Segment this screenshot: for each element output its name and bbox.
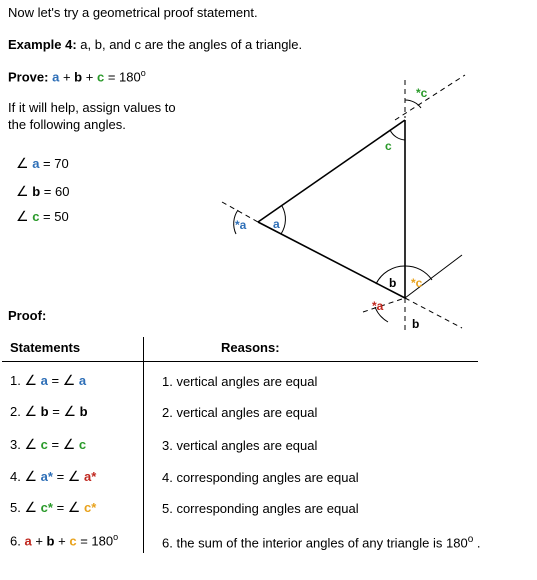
statement-a: a: [24, 533, 32, 549]
label-a: a: [273, 217, 280, 231]
reason-6-text: 6. the sum of the interior angles of any triangle is 180: [162, 535, 468, 551]
angle-icon: ∠: [24, 499, 38, 515]
row-number: 3.: [10, 437, 21, 452]
prove-a: a: [52, 69, 60, 85]
col-reasons-header: Reasons:: [221, 340, 280, 355]
statement-eq: =: [56, 500, 65, 515]
angle-icon: ∠: [16, 183, 29, 199]
angle-icon: ∠: [24, 436, 38, 452]
hint-line-2: the following angles.: [8, 117, 126, 132]
row-number: 1.: [10, 373, 21, 388]
value-c-name: c: [32, 209, 40, 224]
proof-heading: Proof:: [8, 308, 47, 323]
statement-right: a: [78, 373, 87, 388]
reason-text: 5. corresponding angles are equal: [162, 501, 359, 516]
prove-label: Prove:: [8, 69, 49, 85]
value-b-name: b: [32, 184, 41, 199]
row-number: 2.: [10, 404, 21, 419]
angle-icon: ∠: [24, 372, 38, 388]
statement-plus-1: +: [35, 533, 43, 549]
row-number: 4.: [10, 469, 21, 484]
statement-c: c: [69, 533, 77, 549]
example-text: a, b, and c are the angles of a triangle.: [80, 37, 303, 52]
statement-eq: =: [52, 404, 60, 419]
triangle-side-bottom: [258, 222, 405, 298]
angle-icon: ∠: [16, 155, 29, 171]
table-row: [10, 532, 118, 548]
value-b-rest: = 60: [43, 184, 70, 199]
prove-plus-2: +: [85, 69, 94, 85]
table-row: [10, 436, 86, 453]
prove-plus-1: +: [62, 69, 71, 85]
angle-icon: ∠: [62, 372, 76, 388]
prove-b: b: [74, 69, 83, 85]
prove-degree: o: [140, 68, 146, 78]
angle-icon: ∠: [16, 208, 29, 224]
label-star-a-left: *a: [235, 218, 247, 232]
value-a-name: a: [32, 156, 40, 171]
statement-left: b: [40, 404, 49, 419]
value-a-rest: = 70: [43, 156, 69, 171]
arc-c: [390, 130, 405, 140]
statement-left: c: [40, 437, 48, 452]
label-b: b: [389, 276, 397, 290]
label-b-bottom: b: [412, 317, 420, 331]
statement-b: b: [46, 533, 55, 549]
label-star-c-top: *c: [416, 86, 428, 100]
statement-left: a*: [40, 469, 53, 484]
prove-rest: = 180: [107, 69, 141, 85]
statement-plus-2: +: [58, 533, 66, 549]
triangle-side-top: [258, 120, 405, 222]
dashed-extension-lower-left: [363, 298, 405, 312]
reason-text: [162, 534, 481, 550]
table-row: [10, 403, 88, 420]
statement-eq: =: [51, 373, 60, 388]
reason-text: 3. vertical angles are equal: [162, 438, 318, 453]
table-row: [10, 372, 86, 389]
statement-right: b: [79, 404, 88, 419]
reason-6-end: .: [476, 535, 481, 551]
angle-icon: ∠: [67, 499, 81, 515]
angle-icon: ∠: [67, 468, 81, 484]
col-statements-header: Statements: [10, 340, 81, 355]
statement-left: a: [40, 373, 48, 388]
intro-text: Now let's try a geometrical proof statement.: [8, 5, 258, 20]
angle-icon: ∠: [24, 468, 38, 484]
statement-left: c*: [40, 500, 53, 515]
statement-eq: = 180: [80, 533, 114, 549]
table-row: [10, 499, 96, 516]
label-c: c: [385, 139, 392, 153]
angle-icon: ∠: [63, 403, 77, 419]
statement-eq: =: [56, 469, 65, 484]
arc-a: [281, 206, 285, 234]
statement-degree: o: [113, 532, 119, 542]
example-label: Example 4:: [8, 37, 77, 52]
label-star-a-bottom: *a: [372, 299, 384, 313]
statement-right: a*: [83, 469, 97, 484]
reason-6-degree: o: [467, 534, 474, 545]
statement-right: c*: [83, 500, 97, 515]
table-column-divider: [143, 337, 144, 553]
angle-icon: ∠: [24, 403, 38, 419]
prove-c: c: [96, 69, 105, 85]
value-c-rest: = 50: [43, 209, 69, 224]
arc-star-c-top: [405, 100, 421, 108]
statement-eq: =: [51, 437, 60, 452]
reason-text: 4. corresponding angles are equal: [162, 470, 359, 485]
angle-icon: ∠: [62, 436, 76, 452]
label-star-c-right: *c: [411, 276, 423, 290]
statement-right: c: [78, 437, 87, 452]
hint-line-1: If it will help, assign values to: [8, 100, 176, 115]
row-number: 6.: [10, 533, 21, 549]
table-row: [10, 468, 96, 485]
reason-text: 2. vertical angles are equal: [162, 405, 318, 420]
row-number: 5.: [10, 500, 21, 515]
reason-text: 1. vertical angles are equal: [162, 374, 318, 389]
table-header-rule: [2, 361, 478, 362]
